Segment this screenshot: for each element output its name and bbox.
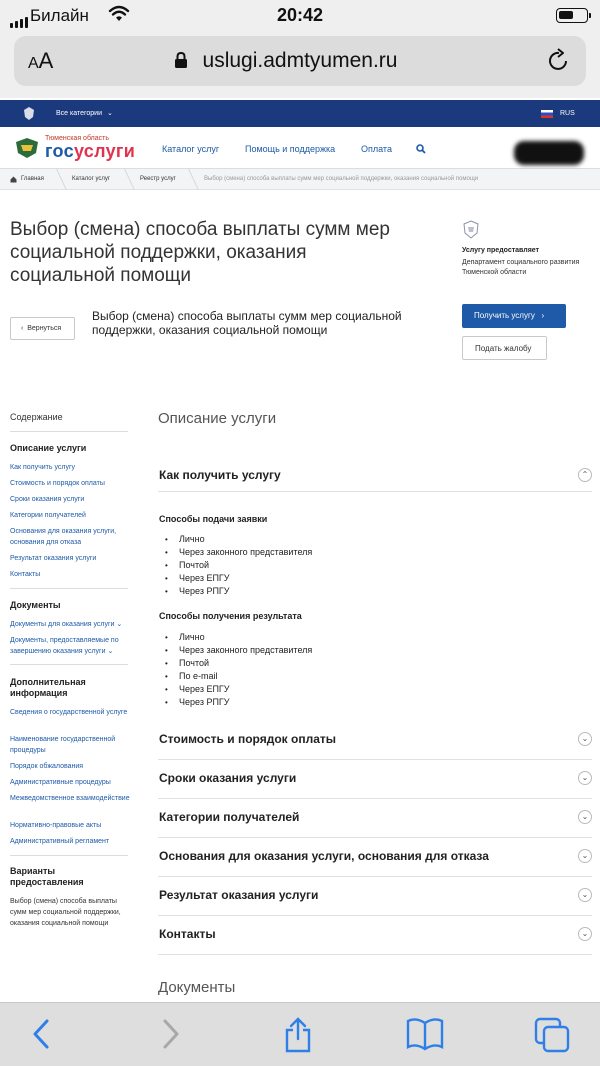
provider-label: Услугу предоставляет: [462, 247, 540, 254]
nav-payment[interactable]: Оплата: [361, 144, 392, 154]
sidebar-link[interactable]: Сведения о государственной услуге: [10, 709, 128, 716]
accordion-terms[interactable]: [158, 760, 592, 799]
text-size-button[interactable]: AA: [28, 48, 54, 73]
breadcrumb: [0, 169, 600, 190]
sidebar-link[interactable]: Административный регламент: [10, 838, 110, 845]
list-item: • Через законного представителя: [165, 644, 312, 657]
sidebar-link[interactable]: Документы, предоставляемые по завершению оказания услуги ⌄: [10, 637, 119, 655]
region-crest-icon: [12, 136, 42, 160]
submit-methods-list: [165, 533, 312, 598]
crumb-separator: [117, 169, 135, 190]
sidebar-link[interactable]: Сроки оказания услуги: [10, 496, 85, 503]
nav-help[interactable]: Помощь и поддержка: [245, 144, 336, 154]
sidebar-heading: Документы: [10, 600, 61, 610]
page-title: Выбор (смена) способа выплаты сумм мер социальной поддержки, оказания социальной помощи: [10, 219, 390, 286]
chevron-down-icon: ⌄: [578, 732, 592, 746]
sidebar-link[interactable]: Нормативно-правовые акты: [10, 822, 102, 829]
list-item: • Через РПГУ: [165, 696, 312, 709]
chevron-down-icon: ⌄: [107, 110, 113, 117]
bookmarks-icon[interactable]: [406, 1017, 444, 1051]
all-categories-link[interactable]: Все категории: [56, 110, 102, 117]
crumb-separator: [49, 169, 67, 190]
list-item: • Лично: [165, 533, 312, 546]
emblem-icon: [462, 220, 480, 240]
chevron-down-icon: ⌄: [578, 810, 592, 824]
accordion-how-to-get[interactable]: [158, 457, 592, 492]
result-methods-list: [165, 631, 312, 709]
sidebar-link[interactable]: Наименование государственной процедуры: [10, 736, 116, 754]
accordion-result[interactable]: [158, 877, 592, 916]
sidebar-heading: Варианты предоставления: [10, 866, 84, 887]
nav-catalog[interactable]: Каталог услуг: [162, 144, 220, 154]
sidebar-link[interactable]: Категории получателей: [10, 512, 86, 519]
chevron-up-icon: ⌃: [578, 468, 592, 482]
reload-icon[interactable]: [546, 47, 572, 75]
back-button[interactable]: [10, 317, 75, 340]
accordion-label: Основания для оказания услуги, основания для отказа: [159, 849, 489, 863]
url-text: uslugi.admtyumen.ru: [202, 49, 398, 72]
sidebar-link[interactable]: Межведомственное взаимодействие: [10, 795, 130, 802]
top-strip: [0, 100, 600, 127]
chevron-down-icon: ⌄: [578, 927, 592, 941]
accordion-label: Контакты: [159, 927, 216, 941]
crumb-registry[interactable]: Реестр услуг: [140, 176, 176, 182]
list-item: • Почтой: [165, 657, 312, 670]
get-service-label: Получить услугу: [474, 311, 535, 320]
back-label: Вернуться: [27, 325, 62, 332]
sidebar-heading: Описание услуги: [10, 443, 87, 453]
section-title: Описание услуги: [158, 410, 277, 427]
divider: [10, 431, 128, 432]
share-icon[interactable]: [282, 1017, 314, 1053]
list-item: • Почтой: [165, 559, 312, 572]
browser-chrome: [0, 0, 600, 98]
service-subtitle: Выбор (смена) способа выплаты сумм мер социальной поддержки, оказания социальной помощи: [92, 309, 402, 337]
logo-prefix: гос: [45, 141, 74, 161]
accordion-contacts[interactable]: [158, 916, 592, 955]
list-item: • По e-mail: [165, 670, 312, 683]
provider-value: Департамент социального развития Тюменской области: [462, 259, 580, 276]
list-item: • Через ЕПГУ: [165, 683, 312, 696]
chevron-down-icon: ⌄: [578, 888, 592, 902]
accordion-label: Результат оказания услуги: [159, 888, 319, 902]
browser-toolbar: [0, 1002, 600, 1066]
sidebar-link[interactable]: Контакты: [10, 571, 41, 578]
back-arrow-icon[interactable]: [30, 1017, 52, 1051]
chevron-down-icon: ⌄: [578, 849, 592, 863]
accordion-label: Стоимость и порядок оплаты: [159, 732, 336, 746]
list-item: • Лично: [165, 631, 312, 644]
emblem-icon: [22, 106, 36, 121]
address-bar[interactable]: [14, 36, 586, 86]
section-title: Документы: [158, 979, 236, 996]
divider: [10, 588, 128, 589]
sidebar-link[interactable]: Порядок обжалования: [10, 763, 84, 770]
accordion-label: Как получить услугу: [159, 468, 281, 482]
sidebar-link[interactable]: Как получить услугу: [10, 464, 76, 471]
battery-icon: [556, 8, 588, 23]
sidebar-title: Содержание: [10, 412, 63, 422]
chevron-down-icon: ⌄: [578, 771, 592, 785]
accordion-label: Категории получателей: [159, 810, 300, 824]
crumb-current: Выбор (смена) способа выплаты сумм мер социальной поддержки, оказания социальной помощи: [204, 176, 479, 182]
accordion-recipients[interactable]: [158, 799, 592, 838]
carrier-name: Билайн: [30, 6, 89, 25]
sidebar-link[interactable]: Основания для оказания услуги, основания для отказа: [10, 528, 117, 546]
chevron-left-icon: ‹: [21, 325, 28, 332]
logo[interactable]: [45, 141, 135, 162]
sidebar-heading: Дополнительная информация: [10, 677, 86, 698]
divider: [10, 855, 128, 856]
submit-methods-heading: Способы подачи заявки: [159, 514, 268, 524]
chevron-right-icon: ›: [534, 311, 545, 320]
list-item: • Через РПГУ: [165, 585, 312, 598]
user-profile-redacted[interactable]: [514, 141, 584, 165]
accordion-grounds[interactable]: [158, 838, 592, 877]
forward-arrow-icon[interactable]: [160, 1017, 182, 1051]
search-icon[interactable]: [416, 144, 426, 154]
get-service-button[interactable]: [462, 304, 566, 328]
crumb-home[interactable]: Главная: [21, 176, 44, 182]
language-switch[interactable]: RUS: [560, 110, 575, 117]
list-item: • Через ЕПГУ: [165, 572, 312, 585]
logo-region: Тюменская область: [45, 135, 109, 142]
battery-cap: [589, 13, 591, 18]
crumb-catalog[interactable]: Каталог услуг: [72, 176, 111, 182]
result-methods-heading: Способы получения результата: [159, 611, 302, 621]
crumb-separator: [181, 169, 199, 190]
logo-suffix: услуги: [73, 141, 136, 161]
flag-icon: [541, 110, 553, 118]
tabs-icon[interactable]: [534, 1017, 570, 1053]
accordion-label: Сроки оказания услуги: [159, 771, 297, 785]
sidebar-link[interactable]: Документы для оказания услуги ⌄: [10, 621, 123, 628]
list-item: • Через законного представителя: [165, 546, 312, 559]
site-header: [0, 127, 600, 169]
sidebar-variant-text: Выбор (смена) способа выплаты сумм мер социальной поддержки, оказания социальной помощи: [10, 898, 121, 927]
accordion-cost[interactable]: [158, 721, 592, 760]
sidebar-link[interactable]: Стоимость и порядок оплаты: [10, 480, 105, 487]
sidebar-link[interactable]: Административные процедуры: [10, 779, 111, 786]
home-icon: [10, 176, 17, 183]
complaint-button[interactable]: Подать жалобу: [462, 336, 547, 360]
sidebar-link[interactable]: Результат оказания услуги: [10, 555, 97, 562]
divider: [10, 664, 128, 665]
clock: 20:42: [276, 5, 324, 25]
